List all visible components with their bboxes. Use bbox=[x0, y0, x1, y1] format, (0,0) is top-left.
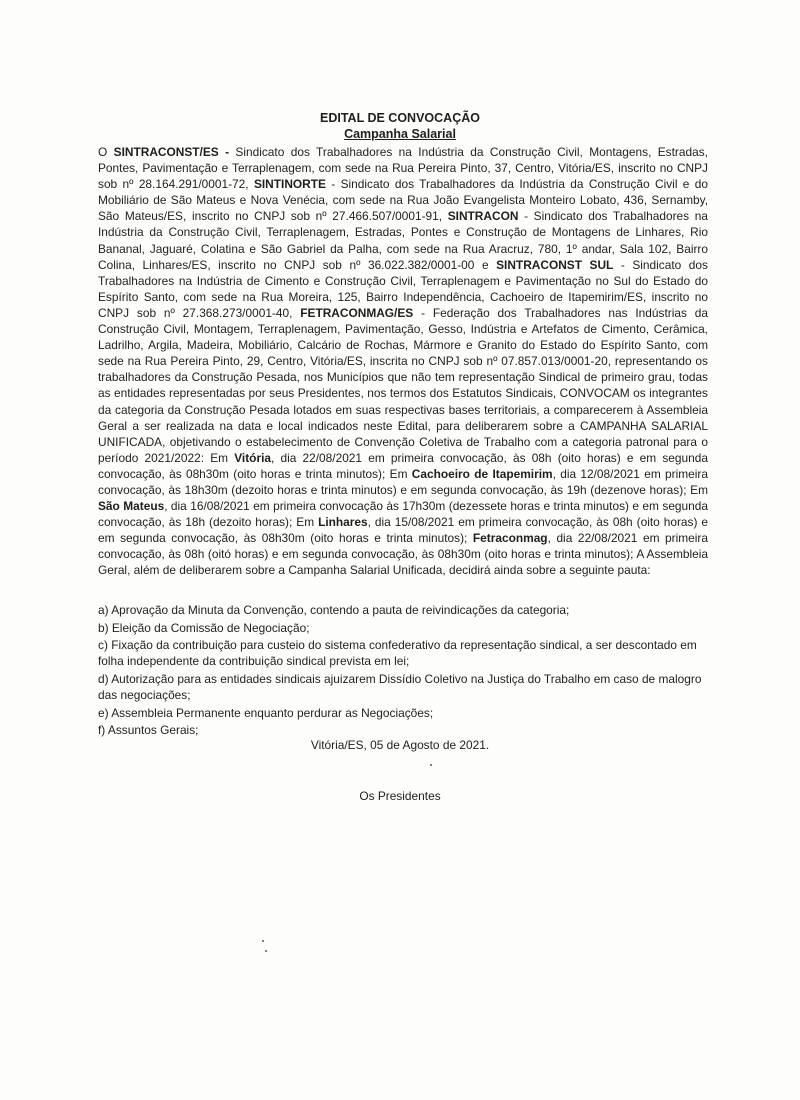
bold-text-run: São Mateus bbox=[98, 499, 165, 514]
document-title: EDITAL DE CONVOCAÇÃO bbox=[320, 111, 480, 125]
bold-text-run: Linhares bbox=[318, 515, 368, 530]
text-run: , dia 22/08/2021 em primeira convocação, às 08h (oitó horas) e em segunda convocação, às 08h30m (oito horas e trinta minutos); A Assembleia Geral, além de deliberarem sobre a Campanha Salarial Unificada, decidirá ainda sobre a seguinte pauta: bbox=[98, 531, 708, 578]
bold-text-run: Cachoeiro de Itapemirim bbox=[411, 466, 553, 481]
scan-speck bbox=[265, 950, 267, 952]
agenda-list bbox=[98, 602, 708, 740]
body-paragraph bbox=[98, 144, 708, 579]
agenda-item: c) Fixação da contribuição para custeio do sistema confederativo da representação sindical, a ser descontado em folha independente da contribuição sindical prevista em lei; bbox=[98, 638, 697, 669]
agenda-item: d) Autorização para as entidades sindicais ajuizarem Dissídio Coletivo na Justiça do Trabalho em caso de malogro das negociações; bbox=[98, 671, 702, 702]
scan-speck bbox=[430, 764, 432, 766]
agenda-item: a) Aprovação da Minuta da Convenção, contendo a pauta de reivindicações da categoria; bbox=[98, 603, 570, 617]
scan-speck bbox=[262, 940, 264, 942]
text-run: O bbox=[98, 145, 114, 159]
text-run: - Federação dos Trabalhadores nas Indústrias da Construção Civil, Montagem, Terraplenagem, Pavimentação, Gesso, Indústria e Artefatos de Cimento, Cerâmica, Ladrilho, Argila, Madeira, Mobiliário, Calcário de Rochas, Mármore e Granito do Estado do Espírito Santo, com sede na Rua Pereira Pinto, 29, Centro, Vitória/ES, inscrita no CNPJ sob nº 07.857.013/0001-20, representando os trabalhadores da Construção Pesada, nos Municípios que não tem representação Sindical de primeiro grau, todas as entidades representadas por seus Presidentes, nos termos dos Estatutos Sindicais, CONVOCAM os integrantes da categoria da Construção Pesada lotados em suas respectivas bases territoriais, a comparecerem à Assembleia Geral a ser realizada na data e local indicados neste Edital, para deliberarem sobre a CAMPANHA SALARIAL UNIFICADA, objetivando o estabelecimento de Convenção Coletiva de Trabalho com a categoria patronal para o período 2021/2022: Em bbox=[98, 305, 708, 465]
text-run: , dia 22/08/2021 em primeira convocação, às 08h (oito horas) e em segunda convocação, às 08h30m (oito horas e trinta minutos); Em bbox=[98, 450, 708, 481]
bold-text-run: SINTRACONST/ES - bbox=[113, 145, 230, 159]
bold-text-run: SINTRACONST SUL bbox=[496, 257, 614, 272]
text-run: , dia 12/08/2021 em primeira convocação, às 18h30m (dezoito horas e trinta minutos) e em segunda convocação, às 19h (dezenove horas); Em bbox=[98, 466, 709, 497]
bold-text-run: SINTRACON bbox=[447, 209, 519, 224]
text-run: Sindicato dos Trabalhadores na Indústria da Construção Civil, Montagens, Estradas, Pontes, Pavimentação e Terraplenagem, com sede na Rua Pereira Pinto, 37, Centro, Vitória/ES, inscrito no CNPJ sob nº 28.164.291/0001-72, bbox=[98, 145, 708, 192]
agenda-item: f) Assuntos Gerais; bbox=[98, 723, 199, 738]
text-run: - Sindicato dos Trabalhadores na Indústria da Construção Civil, Terraplenagem, Estradas, Pontes e Construção de Montagens de Linhares, Rio Bananal, Jaguaré, Colatina e São Gabriel da Palha, com sede na Rua Aracruz, 780, 1º andar, Sala 102, Bairro Colina, Linhares/ES, inscrito no CNPJ sob nº 36.022.382/0001-00 e bbox=[98, 209, 708, 272]
agenda-item: b) Eleição da Comissão de Negociação; bbox=[98, 620, 310, 635]
text-run: , dia 16/08/2021 em primeira convocação às 17h30m (dezessete horas e trinta minutos) e em segunda convocação, às 18h (dezoito horas); Em bbox=[98, 499, 708, 530]
agenda-item: e) Assembleia Permanente enquanto perdurar as Negociações; bbox=[98, 705, 434, 720]
bold-text-run: Fetraconmag bbox=[472, 531, 548, 546]
document-subtitle: Campanha Salarial bbox=[344, 127, 456, 141]
date-line: Vitória/ES, 05 de Agosto de 2021. bbox=[310, 738, 490, 752]
text-run: , dia 15/08/2021 em primeira convocação, às 08h (oito horas) e em segunda convocação, às 08h30m (oito horas e trinta minutos); bbox=[98, 515, 708, 546]
signature-line: Os Presidentes bbox=[359, 789, 441, 803]
bold-text-run: Vitória bbox=[234, 450, 271, 465]
bold-text-run: FETRACONMAG/ES bbox=[300, 305, 414, 320]
text-run: - Sindicato dos Trabalhadores na Indústria de Cimento e Construção Civil, Terraplenagem e Pavimentação no Sul do Estado do Espírito Santo, com sede na Rua Moreira, 125, Bairro Independência, Cachoeiro de Itapemirim/ES, inscrito no CNPJ sob nº 27.368.273/0001-40, bbox=[98, 257, 708, 320]
text-run: - Sindicato dos Trabalhadores da Indústria da Construção Civil e do Mobiliário de São Mateus e Nova Venécia, com sede na Rua João Evangelista Monteiro Lobato, 436, Sernamby, São Mateus/ES, inscrito no CNPJ sob nº 27.466.507/0001-91, bbox=[98, 177, 708, 224]
bold-text-run: SINTINORTE bbox=[253, 177, 326, 192]
